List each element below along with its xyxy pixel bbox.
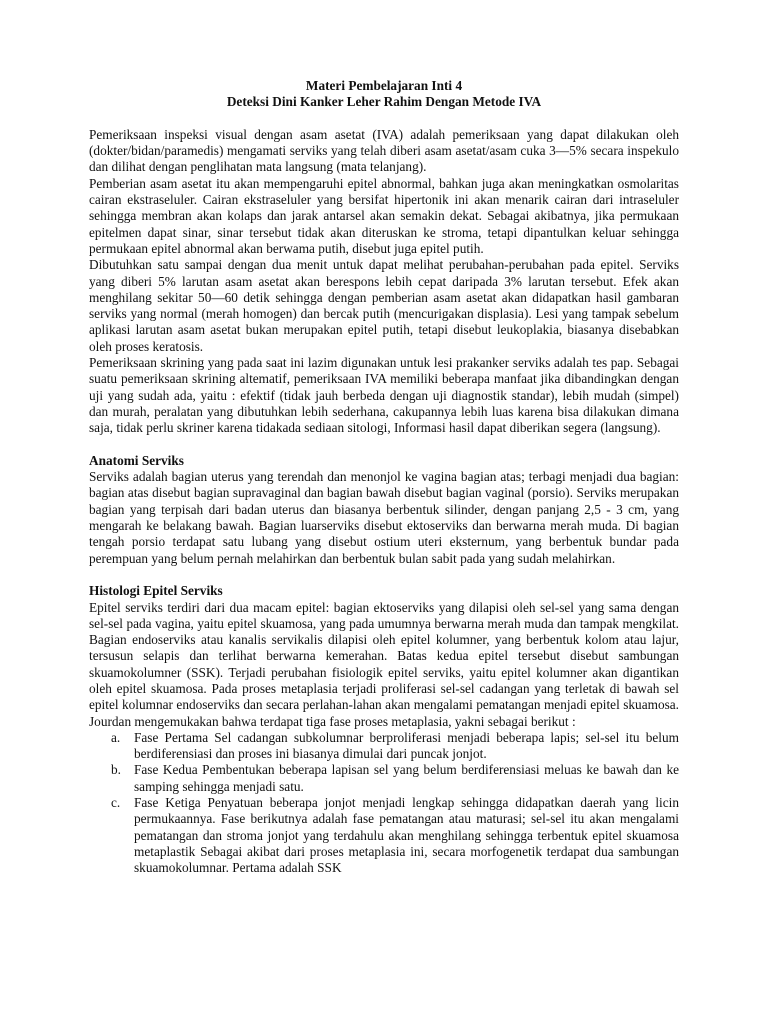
spacer [89, 437, 679, 453]
intro-paragraph-2: Pemberian asam asetat itu akan mempengaruhi epitel abnormal, bahkan juga akan meningkatkan osmolaritas cairan ekstraseluler. Cairan ekstraseluler yang bersifat hipertonik ini akan menarik cairan dari intraseluler sehingga membran akan kolaps dan jarak antarsel akan semakin dekat. Sebagai akibatnya, jika permukaan epitelmen dapat sinar, sinar tersebut tidak akan diteruskan ke stroma, tetapi dipantulkan keluar sehingga permukaan epitel abnormal akan berwama putih, disebut juga epitel putih. [89, 175, 679, 256]
spacer [89, 567, 679, 583]
anatomi-paragraph: Serviks adalah bagian uterus yang terendah dan menonjol ke vagina bagian atas; terbagi menjadi dua bagian: bagian atas disebut bagian supravaginal dan bagian bawah disebut bagian vaginal (porsio). Serviks merupakan bagian yang terpisah dari badan uterus dan biasanya berbentuk silinder, dengan panjang 2,5 - 3 cm, yang mengarah ke belakang bawah. Bagian luarserviks disebut ektoserviks dan berwarna merah muda. Di bagian tengah porsio terdapat satu lubang yang disebut ostium uteri eksternum, yang berbentuk bundar pada perempuan yang belum pernah melahirkan dan berbentuk bulan sabit pada yang sudah melahirkan. [89, 469, 679, 566]
list-marker: c. [111, 795, 121, 811]
histologi-heading: Histologi Epitel Serviks [89, 583, 223, 599]
list-item [89, 730, 679, 763]
document-title [89, 78, 679, 111]
anatomi-heading: Anatomi Serviks [89, 452, 184, 468]
list-item-text: Fase Ketiga Penyatuan beberapa jonjot menjadi lengkap sehingga didapatkan daerah yang licin permukaannya. Fase berikutnya adalah fase pematangan atau maturasi; sel-sel itu akan mengalami pematangan dan stroma jonjot yang terdahulu akan menghilang sehingga terbentuk epitel skuamosa metaplastik Sebagai akibat dari proses metaplasia ini, secara morfogenetik terdapat dua sambungan skuamokolumnar. Pertama adalah SSK [134, 795, 679, 876]
title-line-1: Materi Pembelajaran Inti 4 [305, 78, 463, 93]
intro-paragraph-3: Dibutuhkan satu sampai dengan dua menit untuk dapat melihat perubahan-perubahan pada epitel. Serviks yang diberi 5% larutan asam asetat akan berespons lebih cepat daripada 3% larutan tersebut. Efek akan menghilang sekitar 50—60 detik sehingga dengan pemberian asam asetat akan didapatkan hasil gambaran serviks yang normal (merah homogen) dan bercak putih (mencurigakan displasia). Lesi yang tampak sebelum aplikasi larutan asam asetat bukan merupakan epitel putih, tetapi disebut leukoplakia, biasanya disebabkan oleh proses keratosis. [89, 257, 679, 354]
intro-paragraph-1: Pemeriksaan inspeksi visual dengan asam asetat (IVA) adalah pemeriksaan yang dapat dilakukan oleh (dokter/bidan/paramedis) mengamati serviks yang telah diberi asam asetat/asam cuka 3—5% secara inspekulo dan dilihat dengan penglihatan mata langsung (mata telanjang). [89, 126, 679, 175]
anatomi-section [89, 453, 679, 567]
list-marker: a. [111, 729, 121, 745]
spacer [89, 111, 679, 127]
intro-paragraph-4: Pemeriksaan skrining yang pada saat ini lazim digunakan untuk lesi prakanker serviks adalah tes pap. Sebagai suatu pemeriksaan skrining altematif, pemeriksaan IVA memiliki beberapa manfaat jika dibandingkan dengan uji yang sudah ada, yaitu : efektif (tidak jauh berbeda dengan uji diagnostik standar), lebih mudah (simpel) dan murah, peralatan yang dibutuhkan lebih sederhana, cakupannya lebih luas karena bisa dilakukan dimana saja, tidak perlu skriner karena tidakada sediaan sitologi, Informasi hasil dapat diberikan segera (langsung). [89, 355, 679, 436]
metaplasia-phase-list [89, 730, 679, 877]
list-item [89, 762, 679, 795]
document-page [89, 78, 679, 877]
title-line-2: Deteksi Dini Kanker Leher Rahim Dengan Metode IVA [226, 94, 542, 110]
list-item-text: Fase Pertama Sel cadangan subkolumnar berproliferasi menjadi beberapa lapis; sel-sel itu belum berdiferensiasi dan proses ini biasanya dimulai dari puncak jonjot. [134, 729, 679, 762]
list-item-text: Fase Kedua Pembentukan beberapa lapisan sel yang belum berdiferensiasi meluas ke bawah dan ke samping sehingga menjadi satu. [134, 762, 679, 794]
histologi-section [89, 583, 679, 876]
list-item [89, 795, 679, 876]
intro-section [89, 127, 679, 437]
histologi-paragraph: Epitel serviks terdiri dari dua macam epitel: bagian ektoserviks yang dilapisi oleh sel-sel yang sama dengan sel-sel pada vagina, yaitu epitel skuamosa, yang pada umumnya berwarna merah muda dan tampak mengkilat. Bagian endoserviks atau kanalis servikalis dilapisi oleh epitel kolumner, yang berbentuk kolom atau lajur, tersusun selapis dan terlihat berwarna kemerahan. Batas kedua epitel tersebut disebut sambungan skuamokolumner (SSK). Terjadi perubahan fisiologik epitel serviks, yaitu epitel kolumner akan digantikan oleh epitel skuamosa. Pada proses metaplasia terjadi proliferasi sel-sel cadangan yang terletak di bawah sel epitel kolumnar endoserviks dan secara perlahan-lahan akan mengalami pematangan menjadi epitel skuamosa. Jourdan mengemukakan bahwa terdapat tiga fase proses metaplasia, yakni sebagai berikut : [89, 599, 679, 729]
list-marker: b. [111, 762, 121, 778]
